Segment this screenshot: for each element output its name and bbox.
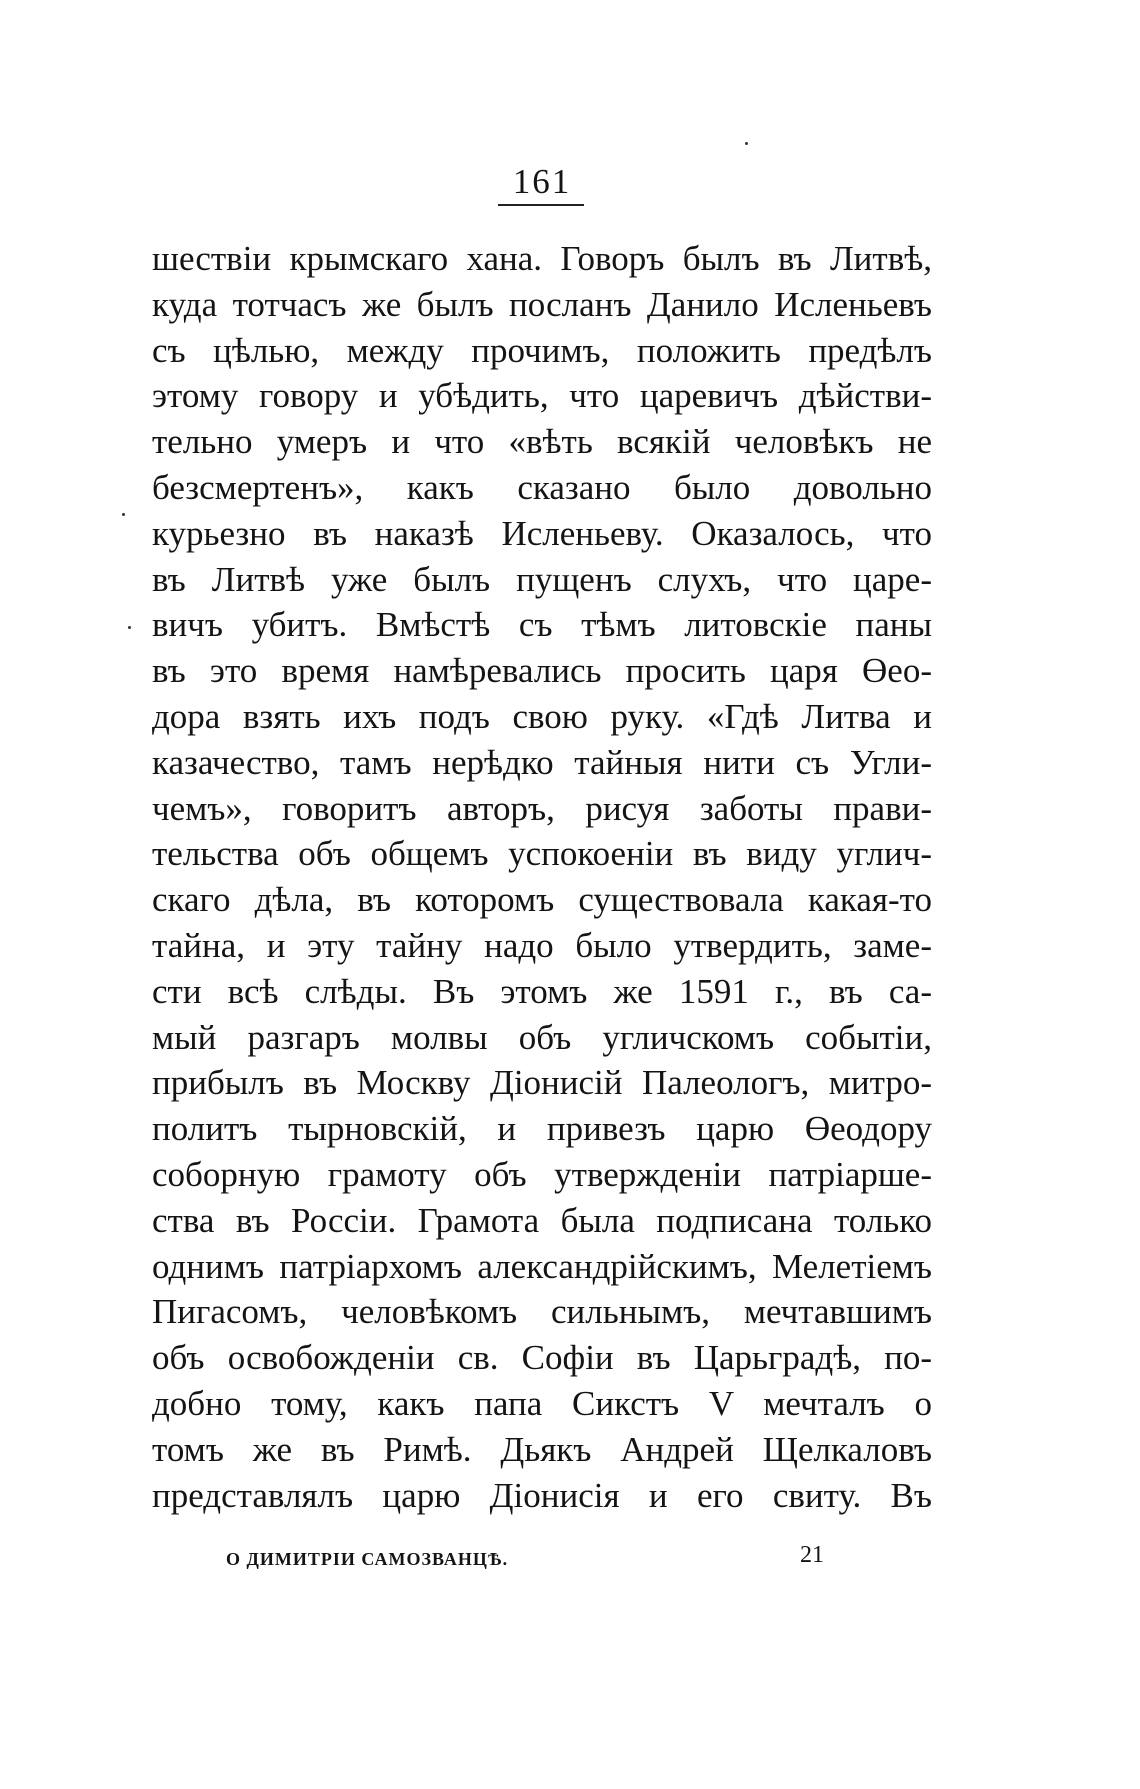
- text-line: прибылъ въ Москву Діонисій Палеологъ, митро-: [152, 1063, 932, 1103]
- page-number: 161: [512, 162, 572, 201]
- text-line: соборную грамоту объ утвержденіи патріарше-: [152, 1154, 932, 1194]
- text-line: вичъ убитъ. Вмѣстѣ съ тѣмъ литовскіе паны: [152, 605, 932, 645]
- text-line: объ освобожденіи св. Софіи въ Царьградѣ, по-: [152, 1338, 932, 1378]
- text-line: представлялъ царю Діонисія и его свиту. Въ: [152, 1475, 932, 1515]
- text-line: скаго дѣла, въ которомъ существовала какая-то: [152, 880, 932, 920]
- signature-line: О ДИМИТРІИ САМОЗВАНЦѢ.: [226, 1549, 509, 1569]
- page-number-rule: [498, 204, 584, 206]
- scan-speck: [128, 626, 131, 629]
- text-line: тельно умеръ и что «вѣть всякій человѣкъ не: [152, 422, 932, 462]
- text-line: чемъ», говоритъ авторъ, рисуя заботы прави-: [152, 788, 932, 828]
- text-line: безсмертенъ», какъ сказано было довольно: [152, 467, 932, 507]
- text-line: дора взять ихъ подъ свою руку. «Гдѣ Литва и: [152, 696, 932, 736]
- text-line: томъ же въ Римѣ. Дьякъ Андрей Щелкаловъ: [152, 1429, 932, 1469]
- scan-speck: [745, 142, 748, 145]
- text-line: этому говору и убѣдить, что царевичъ дѣйстви-: [152, 376, 932, 416]
- text-line: курьезно въ наказѣ Исленьеву. Оказалось, что: [152, 513, 932, 553]
- scan-speck: [122, 513, 125, 516]
- text-line: Пигасомъ, человѣкомъ сильнымъ, мечтавшимъ: [152, 1292, 932, 1332]
- text-line: казачество, тамъ нерѣдко тайныя нити съ Угли-: [152, 742, 932, 782]
- text-line: съ цѣлью, между прочимъ, положить предѣлъ: [152, 330, 932, 370]
- text-line: мый разгаръ молвы объ угличскомъ событіи,: [152, 1017, 932, 1057]
- text-line: сти всѣ слѣды. Въ этомъ же 1591 г., въ са-: [152, 971, 932, 1011]
- text-line: въ это время намѣревались просить царя Өео-: [152, 651, 932, 691]
- text-line: куда тотчасъ же былъ посланъ Данило Исленьевъ: [152, 284, 932, 324]
- text-line: добно тому, какъ папа Сикстъ V мечталъ о: [152, 1383, 932, 1423]
- text-line: ства въ Россіи. Грамота была подписана только: [152, 1200, 932, 1240]
- text-line: тельства объ общемъ успокоеніи въ виду углич-: [152, 834, 932, 874]
- sheet-number: 21: [800, 1542, 824, 1568]
- body-text: [152, 236, 932, 1518]
- text-line: однимъ патріархомъ александрійскимъ, Мелетіемъ: [152, 1246, 932, 1286]
- page-footer: [152, 1542, 852, 1576]
- text-line: политъ тырновскій, и привезъ царю Өеодору: [152, 1109, 932, 1149]
- text-line: шествіи крымскаго хана. Говоръ былъ въ Литвѣ,: [152, 239, 932, 278]
- text-line: тайна, и эту тайну надо было утвердить, заме-: [152, 925, 932, 965]
- text-line: въ Литвѣ уже былъ пущенъ слухъ, что царе-: [152, 559, 932, 599]
